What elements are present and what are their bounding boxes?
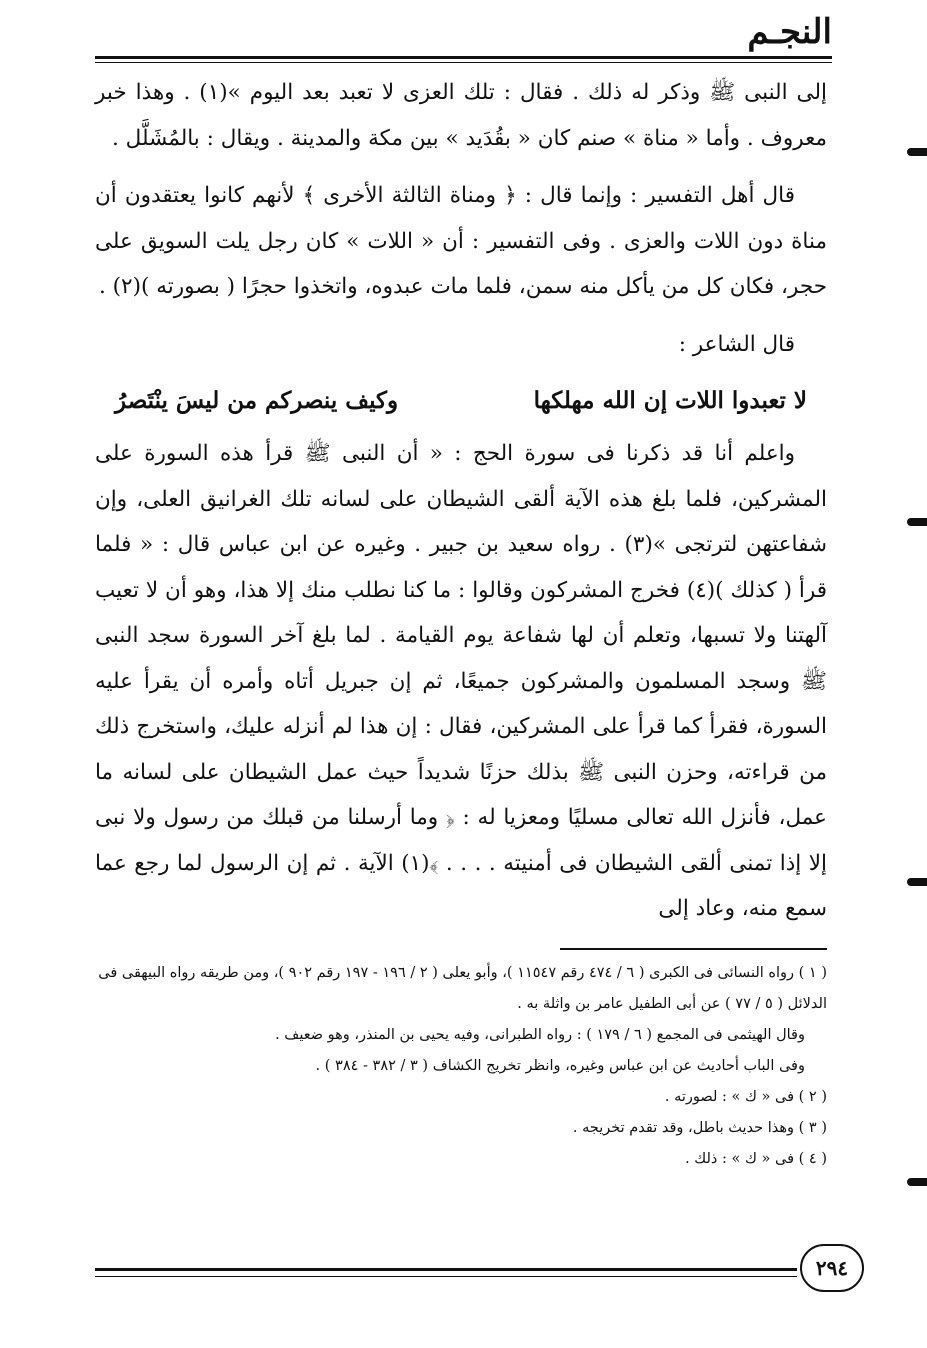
verse-second-hemistich: وكيف ينصركم من ليسَ ينْتَصرُ: [115, 387, 399, 414]
main-text: [95, 70, 827, 932]
footnote-2: ( ٢ ) فى « ك » : لصورته .: [664, 1089, 827, 1105]
poetry-verse: [95, 367, 827, 431]
footnote-4: ( ٤ ) فى « ك » : ذلك .: [685, 1151, 827, 1167]
header-rule: [95, 56, 832, 59]
header-rule-thin: [95, 62, 832, 63]
paragraph-3: قال الشاعر :: [678, 331, 795, 357]
verse-first-hemistich: لا تعبدوا اللات إن الله مهلكها: [533, 387, 807, 414]
footnote-3: ( ٣ ) وهذا حديث باطل، وقد تقدم تخريجه .: [572, 1120, 827, 1136]
footnote-1-continued-b: وفى الباب أحاديث عن ابن عباس وغيره، وانظر تخريج الكشاف ( ٣ / ٣٨٢ - ٣٨٤ ) .: [315, 1058, 805, 1074]
footer-rule: [95, 1268, 797, 1271]
footnote-1: ( ١ ) رواه النسائى فى الكبرى ( ٦ / ٤٧٤ رقم ١١٥٤٧ )، وأبو يعلى ( ٢ / ١٩٦ - ١٩٧ رقم ٩٠٢ )، ومن طريقه رواه البيهقى فى الدلائل ( ٥ / ٧٧ ) عن أبى الطفيل عامر بن واثلة به .: [98, 965, 827, 1012]
paragraph-1: إلى النبى ﷺ وذكر له ذلك . فقال : تلك العزى لا تعبد بعد اليوم »(١) . وهذا خبر معروف . وأما « مناة » صنم كان « بقُدَيد » بين مكة والمدينة . ويقال : بالمُشَلَّل .: [95, 80, 827, 151]
footer-rule-thin: [95, 1276, 797, 1277]
paragraph-4: واعلم أنا قد ذكرنا فى سورة الحج : « أن النبى ﷺ قرأ هذه السورة على المشركين، فلما بلغ هذه الآية ألقى الشيطان على لسانه تلك الغرانيق العلى، وإن شفاعتهن لترتجى »(٣) . رواه سعيد بن جبير . وغيره عن ابن عباس قال : « فلما قرأ ( كذلك )(٤) فخرج المشركون وقالوا : ما كنا نطلب منك إلا هذا، وهو أن لا تعيب آلهتنا ولا تسبها، وتعلم أن لها شفاعة يوم القيامة . لما بلغ آخر السورة سجد النبى ﷺ وسجد المسلمون والمشركون جميعًا، ثم إن جبريل أتاه وأمره أن يقرأ عليه السورة، فقرأ كما قرأ على المشركين، فقال : إن هذا لم أنزله عليك، واستخرج ذلك من قراءته، وحزن النبى ﷺ بذلك حزنًا شديداً حيث عمل الشيطان على لسانه ما عمل، فأنزل الله تعالى مسليًا ومعزيا له : ﴿ وما أرسلنا من قبلك من رسول ولا نبى إلا إذا تمنى ألقى الشيطان فى أمنيته . . . . ﴾(١) الآية . ثم إن الرسول لما رجع عما سمع منه، وعاد إلى: [95, 441, 827, 921]
footnote-separator: [560, 948, 827, 950]
paragraph-2: قال أهل التفسير : وإنما قال : ﴿ ومناة الثالثة الأخرى ﴾ لأنهم كانوا يعتقدون أن مناة دون اللات والعزى . وفى التفسير : أن « اللات » كان رجل يلت السويق على حجر، فكان كل من يأكل منه سمن، فلما مات عبدوه، واتخذوا حجرًا ( بصورته )(٢) .: [95, 183, 827, 299]
scan-edge-mark: [907, 148, 927, 156]
page-number: ٢٩٤: [800, 1244, 864, 1292]
scan-edge-mark: [907, 518, 927, 526]
scan-edge-mark: [907, 878, 927, 886]
running-header-title: النجـم: [747, 12, 832, 52]
footnote-1-continued-a: وقال الهيثمى فى المجمع ( ٦ / ١٧٩ ) : رواه الطبرانى، وفيه يحيى بن المنذر، وهو ضعيف .: [275, 1027, 805, 1043]
scan-edge-mark: [907, 1178, 927, 1186]
footnotes: [95, 958, 827, 1175]
